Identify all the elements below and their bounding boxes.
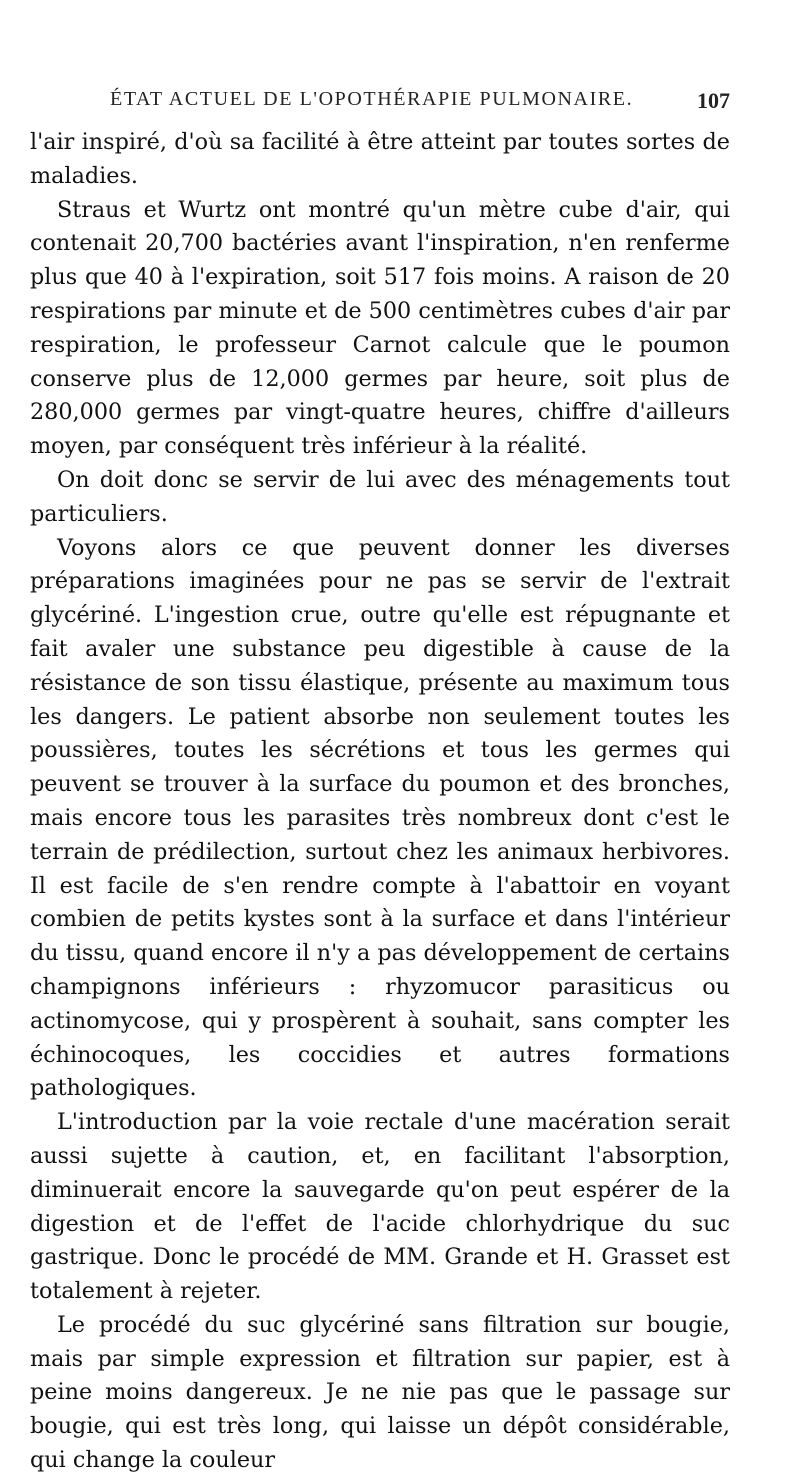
paragraph-straus-wurtz: Straus et Wurtz ont montré qu'un mètre cube d'air, qui contenait 20,700 bactéries avant l'inspiration, n'en renferme plus que 40 à l'expiration, soit 517 fois moins. A raison de 20 respirations par minute et de 500 centimètres cubes d'air par respiration, le professeur Carnot calcule que le poumon conserve plus de 12,000 germes par heure, soit plus de 280,000 germes par vingt-quatre heures, chiffre d'ailleurs moyen, par conséquent très inférieur à la réalité. — [30, 196, 730, 460]
running-title: ÉTAT ACTUEL DE L'OPOTHÉRAPIE PULMONAIRE. — [110, 88, 634, 110]
paragraph-suc-glycerine: Le procédé du suc glycériné sans filtration sur bougie, mais par simple expression et filtration sur papier, est à peine moins dangereux. Je ne nie pas que le passage sur bougie, qui est très long, qui laisse un dépôt considérable, qui change la couleur — [30, 1311, 730, 1474]
page-number: 107 — [697, 88, 730, 113]
paragraph-preparations: Voyons alors ce que peuvent donner les diverses préparations imaginées pour ne pas se servir de l'extrait glycériné. L'ingestion crue, outre qu'elle est répugnante et fait avaler une substance peu digestible à cause de la résistance de son tissu élastique, présente au maximum tous les dangers. Le patient absorbe non seulement toutes les poussières, toutes les sécrétions et tous les germes qui peuvent se trouver à la surface du poumon et des bronches, mais encore tous les parasites très nombreux dont c'est le terrain de prédilection, surtout chez les animaux herbivores. Il est facile de s'en rendre compte à l'abattoir en voyant combien de petits kystes sont à la surface et dans l'intérieur du tissu, quand encore il n'y a pas développement de certains champignons inférieurs : rhyzomucor parasiticus ou actinomycose, qui y prospèrent à souhait, sans compter les échinocoques, les coccidies et autres formations pathologiques. — [30, 534, 730, 1102]
running-head — [110, 88, 730, 118]
paragraph-menagements: On doit donc se servir de lui avec des ménagements tout particuliers. — [30, 466, 730, 527]
body-text — [30, 126, 730, 1478]
paragraph-continuation: l'air inspiré, d'où sa facilité à être atteint par toutes sortes de maladies. — [30, 129, 730, 189]
paragraph-voie-rectale: L'introduction par la voie rectale d'une macération serait aussi sujette à caution, et, en facilitant l'absorption, diminuerait encore la sauvegarde qu'on peut espérer de la digestion et de l'effet de l'acide chlorhydrique du suc gastrique. Donc le procédé de MM. Grande et H. Grasset est totalement à rejeter. — [30, 1109, 730, 1305]
